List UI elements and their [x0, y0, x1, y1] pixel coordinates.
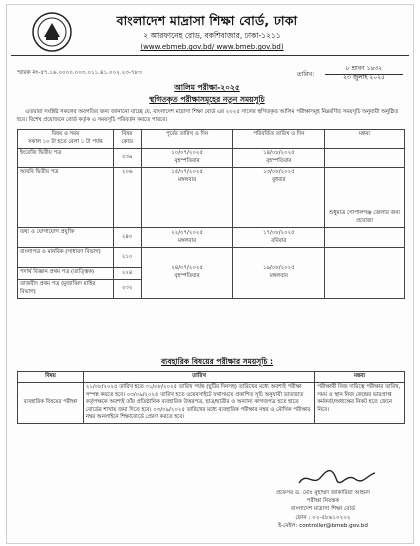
row-code: ২০৬ — [113, 168, 141, 228]
table-row — [18, 228, 405, 248]
row-code: ২২৪ — [113, 268, 141, 280]
date-bangla: ৮ শ্রাবণ ১৪৩২ — [325, 63, 403, 75]
row-prev-date: ১৫/০৭/২০২৫ মঙ্গলবার — [141, 168, 233, 228]
header-remarks: মন্তব্য — [325, 130, 405, 149]
row-new-date: ১৩/০৮/২০২৫ বুধবার — [233, 168, 325, 228]
table-header-row — [18, 372, 405, 383]
date-english: ২৩ জুলাই ২০২৫ — [343, 74, 385, 81]
row-remark — [325, 149, 405, 168]
row-remark — [325, 248, 405, 299]
signatory-name: প্রফেসর ড. মোঃ মুহাম্মদ জাকারিয়া আহমদ — [275, 490, 371, 496]
table-row — [18, 149, 405, 168]
table-row — [18, 248, 405, 268]
document-page — [6, 4, 414, 544]
row-subject: পদার্থ বিজ্ঞান প্রথম পত্র (তাত্ত্বিক) — [18, 268, 114, 280]
row-code: ২৪০ — [113, 228, 141, 248]
exam-title: আলিম পরীক্ষা-২০২৫ — [174, 83, 240, 92]
row-subject: তাজবীদ প্রথম পত্র (মুজাব্বিদ মাহির বিভাগ) — [18, 280, 114, 299]
board-logo-icon — [31, 11, 73, 53]
row-subject: বাংলাপত্র ও মানবিক (সাধারণ বিভাগ) — [18, 248, 114, 268]
row-new-date: ১৪/০৮/২০২৫ বৃহস্পতিবার — [233, 149, 325, 168]
table-header-row — [18, 130, 405, 149]
row-subject: তথ্য ও যোগাযোগ প্রযুক্তি — [18, 228, 114, 248]
practical-table — [17, 371, 405, 424]
row-code: ২১০ — [113, 248, 141, 268]
table-row — [18, 383, 405, 424]
signature-icon — [297, 467, 377, 489]
header-subject-time: বিষয় ও সময় সকাল ১০ টা হতে বেলা ১ টা পর্যন্ত — [18, 130, 114, 149]
header-date: তারিখ — [83, 372, 314, 383]
board-address: ২ আরফানেহ রোড, বকশিবাজার, ঢাকা-১২১১ — [143, 31, 281, 40]
intro-paragraph: এতদ্বারা সংশ্লিষ্ট সকলের অবগতির জন্য জানানো যাচ্ছে যে, বাংলাদেশ মাদ্রাসা শিক্ষা বোর্ড এর ২০২৫ সালের স্থগিতকৃত আলিম পরীক্ষাসমূহ নিম্নবর্ণিত সময়সূচি অনুযায়ী অনুষ্ঠিত হবে। বিশেষ প্রয়োজনে বোর্ড কর্তৃক এ সময়সূচি পরিবর্তন করতে পারবে। — [17, 109, 399, 123]
date-label: তারিখ: — [297, 71, 315, 78]
board-title: বাংলাদেশ মাদ্রাসা শিক্ষা বোর্ড, ঢাকা — [116, 13, 298, 28]
memo-reference: স্মারক নং-৫৭.১৬.০০০০.০০৩.০১১.৪১.০০২.২৩-৭৮৩ — [17, 70, 142, 76]
schedule-title: স্থগিতকৃত পরীক্ষাসমূহের নতুন সময়সূচি — [149, 95, 265, 104]
row-subject: ইংরেজি দ্বিতীয় পত্র — [18, 149, 114, 168]
row-code: ২৩২ — [113, 280, 141, 299]
row-subject: আরবি দ্বিতীয় পত্র — [18, 168, 114, 228]
practical-title: ব্যবহারিক বিষয়ের পরীক্ষার সময়সূচি : — [160, 357, 274, 366]
row-prev-date: ১০/০৭/২০২৫ বৃহস্পতিবার — [141, 149, 233, 168]
row-remark — [325, 228, 405, 248]
header-divider — [11, 55, 409, 56]
row-prev-date: ২৪/০৭/২০২৫ বৃহস্পতিবার — [141, 248, 233, 299]
signatory-email[interactable]: ই-মেইল: controller@bmeb.gov.bd — [278, 522, 368, 529]
schedule-table — [17, 129, 405, 299]
header-subject: বিষয় — [18, 372, 84, 383]
row-remark: শুধুমাত্র গোপালগঞ্জ জেলার জন্য প্রযোজ্য — [325, 168, 405, 228]
header-prev-date: পূর্বের তারিখ ও দিন — [141, 130, 233, 149]
practical-details: ২১/০৮/২০২৫ তারিখ হতে ৩১/০৮/২০২৫ তারিখ পর্যন্ত (ছুটির দিনসহ) তারিখের মধ্যে অবশ্যই পরীক্ষা সম্পন্ন করতে হবে। ০৩/০৯/২০২৫ তারিখ হতে ওয়েবসাইটে যথাসময়ে প্রকাশিত সূচি অনুযায়ী ডাতারাত কর্তৃপক্ষকে অবশ্যই তাঁর প্রতিষ্ঠানিক ব্যবহারিক উত্তরপত্র, ছাত্র/ছাত্রীর ও অন্যান্য কাগজপত্র হতে হাতে বোর্ডের শাখায় জমা দিতে হবে। ০৩/০৯/২০২৫ তারিখের মধ্যে ব্যবহারিক পরীক্ষার নম্বর ও মৌখিক পরীক্ষার নম্বর অনলাইনে শিক্ষাবোর্ডে প্রেরণ করতে হবে। — [83, 383, 314, 424]
signatory-phone: ফোন : ০২-৫৮৬১০২০২ — [295, 514, 351, 521]
row-new-date: ১৯/০৮/২০২৫ মঙ্গলবার — [233, 248, 325, 299]
header-code: বিষয় কোড — [113, 130, 141, 149]
header-remarks: মন্তব্য — [315, 372, 405, 383]
practical-remark: পরীক্ষার্থী নিজ দায়িত্বে পরীক্ষার তারিখ, সময় ও স্থান নিজ কেন্দ্রের ভারপ্রাপ্ত কর্মকর্তা/অধ্যক্ষের নিকট হতে জেনে নিবে। — [315, 383, 405, 424]
signature-block — [243, 489, 403, 530]
row-code: ২৩৯ — [113, 149, 141, 168]
table-row — [18, 168, 405, 228]
row-prev-date: ২২/০৭/২০২৫ মঙ্গলবার — [141, 228, 233, 248]
header-new-date: পরিবর্তিত তারিখ ও দিন — [233, 130, 325, 149]
board-websites[interactable]: (www.ebmeb.gov.bd/ www.bmeb.gov.bd) — [140, 43, 284, 51]
signatory-title: পরীক্ষা নিয়ন্ত্রক — [306, 498, 340, 505]
practical-subject: ব্যবহারিক বিষয়ের পরীক্ষা — [18, 383, 84, 424]
row-new-date: ১৭/০৮/২০২৫ রবিবার — [233, 228, 325, 248]
signatory-org: বাংলাদেশ মাদ্রাসা শিক্ষা বোর্ড — [290, 506, 356, 513]
